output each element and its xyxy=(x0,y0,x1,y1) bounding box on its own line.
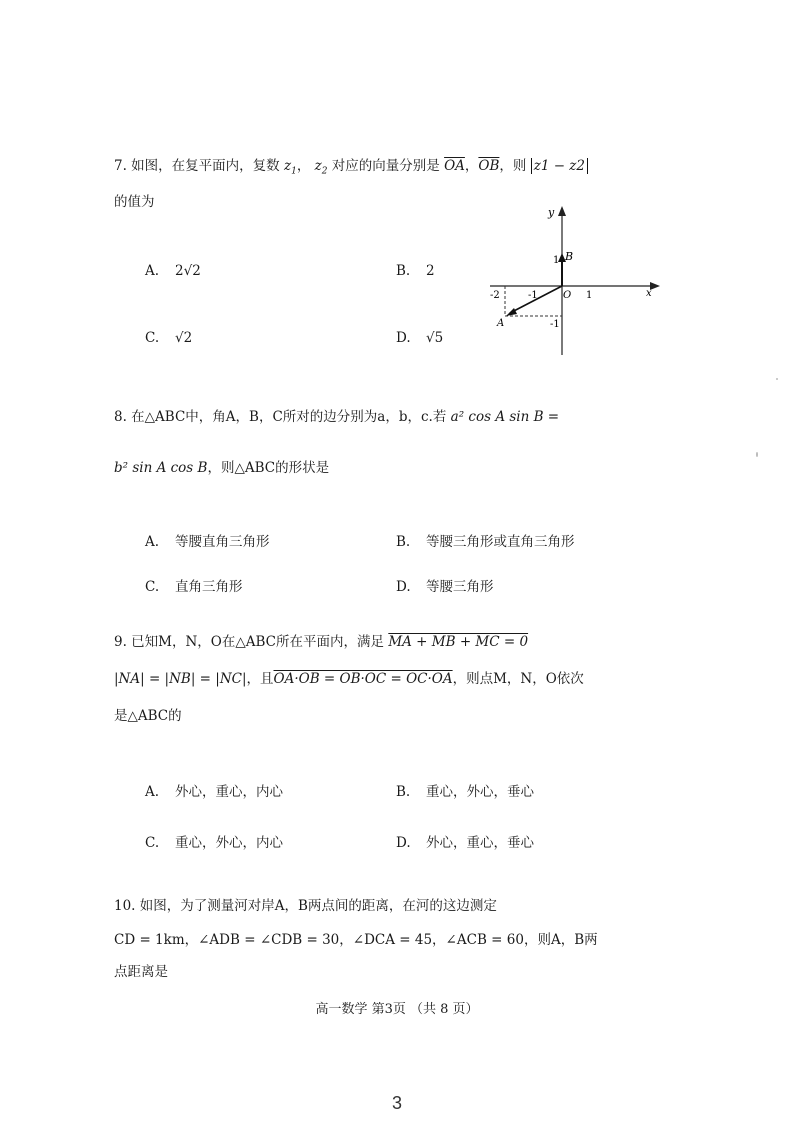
q9-option-c xyxy=(145,831,283,851)
q8-option-d xyxy=(396,575,494,595)
q10-stem-line3: 点距离是 xyxy=(114,964,168,980)
q9-option-a-letter: A. xyxy=(145,784,160,800)
q9-option-b-value: 重心，外心，垂心 xyxy=(426,784,534,800)
q10-stem-line2: CD = 1km，∠ADB = ∠CDB = 30，∠DCA = 45，∠ACB = 60，则A，B两 xyxy=(114,932,598,948)
q7-coordinate-figure xyxy=(480,200,670,360)
q7-option-b-letter: B. xyxy=(396,263,411,279)
tick-x-pos1: 1 xyxy=(586,290,593,301)
q8-option-b-letter: B. xyxy=(396,534,411,550)
q8-stem-line1 xyxy=(114,405,559,425)
q9-option-c-letter: C. xyxy=(145,835,160,851)
y-axis-label: y xyxy=(548,206,555,219)
q7-option-d-value: √5 xyxy=(426,330,444,346)
q9-option-b-letter: B. xyxy=(396,784,411,800)
tick-y-pos1: 1 xyxy=(553,255,560,266)
q7-option-a-value: 2√2 xyxy=(175,263,201,279)
q7-option-c xyxy=(145,330,192,346)
q7-vec-ob: $\overline{OB}$ xyxy=(478,158,500,174)
q7-then: ，则 xyxy=(499,158,527,174)
q7-sep: ， xyxy=(296,158,311,174)
q7-stem-line1: 7. 如图，在复平面内，复数 $z_1$， $z_2$ 对应的向量分别是 $\overline{OA}$，$\overline{OB}$，则 z1 − z2 xyxy=(114,154,588,177)
q9-option-d-value: 外心，重心，垂心 xyxy=(426,835,534,851)
q9-vector-sum: MA + MB + MC = 0 xyxy=(388,634,529,650)
q7-prefix: 7. 如图，在复平面内，复数 xyxy=(114,158,280,174)
tick-y-neg1: -1 xyxy=(550,319,560,330)
q7-option-b xyxy=(396,263,435,279)
q7-option-b-value: 2 xyxy=(426,263,435,279)
scan-speck xyxy=(776,378,778,380)
q9-option-b xyxy=(396,780,534,800)
q9-dot-products: OA·OB = OB·OC = OC·OA xyxy=(273,671,453,687)
x-axis-label: x xyxy=(646,288,652,299)
q8-option-c-value: 直角三角形 xyxy=(175,579,243,595)
q8-equation-part1: a² cos A sin B = xyxy=(450,409,560,425)
q7-abs-expr: z1 − z2 xyxy=(531,158,588,174)
q9-option-a xyxy=(145,780,283,800)
q10-stem-line1: 10. 如图，为了测量河对岸A，B两点间的距离，在河的这边测定 xyxy=(114,898,497,914)
q9-and: ，且 xyxy=(246,671,274,687)
point-a-label: A xyxy=(497,318,505,329)
q7-vec-oa: $\overline{OA}$ xyxy=(444,158,465,174)
q9-stem-suffix: ，则点M，N，O依次 xyxy=(452,671,584,687)
q8-equation-part2: b² sin A cos B xyxy=(114,460,208,476)
q8-option-a-letter: A. xyxy=(145,534,160,550)
tick-x-neg1: -1 xyxy=(528,290,538,301)
q9-stem-line1 xyxy=(114,630,528,650)
q9-equal-lengths: |NA| = |NB| = |NC| xyxy=(114,671,247,687)
q8-stem-suffix: ，则△ABC的形状是 xyxy=(207,460,330,476)
q7-z2: $z_2$ xyxy=(314,158,328,177)
page-number: 3 xyxy=(391,1093,402,1113)
q7-option-c-value: √2 xyxy=(175,330,193,346)
q8-option-c xyxy=(145,575,243,595)
q9-stem-text: 9. 已知M，N，O在△ABC所在平面内，满足 xyxy=(114,634,385,650)
q9-option-d-letter: D. xyxy=(396,835,411,851)
q8-option-d-letter: D. xyxy=(396,579,411,595)
q7-option-c-letter: C. xyxy=(145,330,160,346)
q7-option-d-letter: D. xyxy=(396,330,411,346)
origin-label: O xyxy=(563,290,572,301)
q9-option-d xyxy=(396,831,534,851)
q9-option-a-value: 外心，重心，内心 xyxy=(175,784,283,800)
q9-stem-line2 xyxy=(114,667,584,687)
q8-option-d-value: 等腰三角形 xyxy=(426,579,494,595)
q8-option-a-value: 等腰直角三角形 xyxy=(175,534,270,550)
q8-option-a xyxy=(145,530,270,550)
scan-speck xyxy=(756,452,758,457)
tick-x-neg2: -2 xyxy=(490,290,500,301)
q7-option-d xyxy=(396,330,443,346)
q8-option-b xyxy=(396,530,575,550)
q8-stem-text: 8. 在△ABC中，角A，B，C所对的边分别为a，b，c.若 xyxy=(114,409,447,425)
q8-option-b-value: 等腰三角形或直角三角形 xyxy=(426,534,575,550)
y-axis-arrow xyxy=(558,206,566,216)
q8-stem-line2 xyxy=(114,456,329,476)
q8-option-c-letter: C. xyxy=(145,579,160,595)
q7-stem-line2: 的值为 xyxy=(114,194,155,210)
q7-option-a xyxy=(145,263,201,279)
q7-mid: 对应的向量分别是 xyxy=(331,158,440,174)
page-footer: 高一数学 第3页 （共 8 页） xyxy=(315,1002,479,1017)
q9-option-c-value: 重心，外心，内心 xyxy=(175,835,283,851)
q7-option-a-letter: A. xyxy=(145,263,160,279)
point-b-label: B xyxy=(565,250,574,263)
vector-oa-arrowhead xyxy=(506,308,517,316)
q9-stem-line3: 是△ABC的 xyxy=(114,708,182,724)
q7-z1: $z_1$ xyxy=(283,158,297,177)
